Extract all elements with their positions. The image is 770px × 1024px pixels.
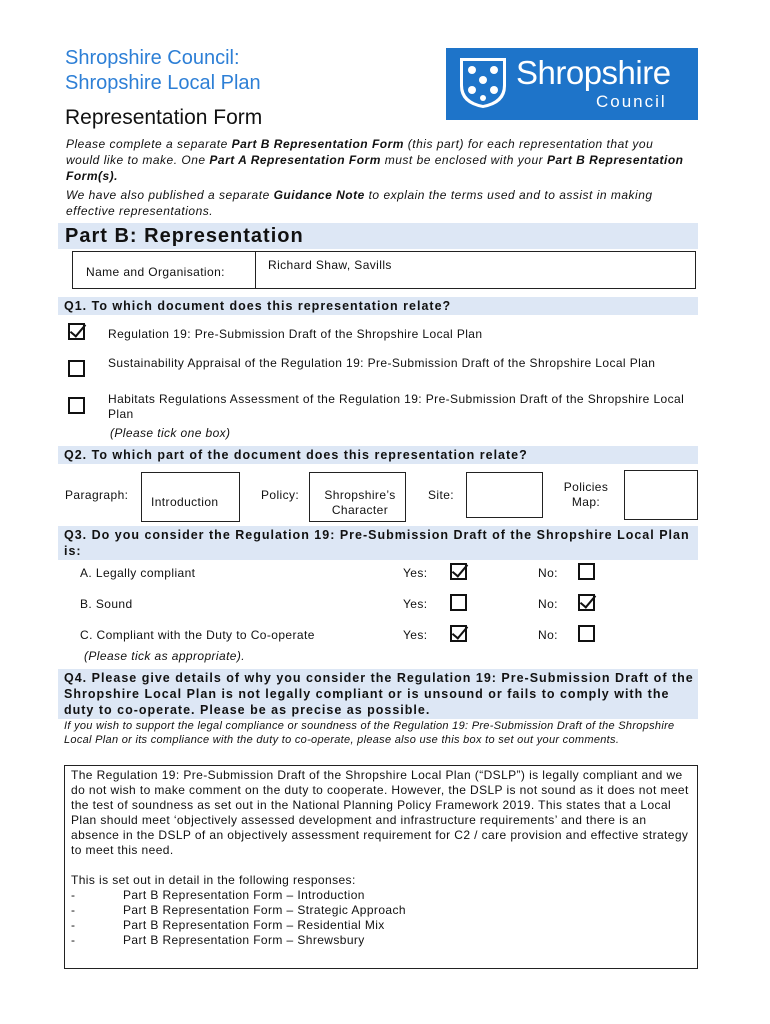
- name-label: Name and Organisation:: [86, 265, 225, 279]
- q3-row-a-yes-label: Yes:: [403, 566, 428, 580]
- answer-paragraph-2: This is set out in detail in the following responses:: [71, 873, 356, 887]
- shropshire-council-logo: [446, 48, 698, 120]
- q3-note: (Please tick as appropriate).: [84, 649, 246, 663]
- logo-word: Shropshire: [516, 54, 671, 91]
- intro-paragraph-1: Please complete a separate Part B Representation Form (this part) for each representation that you would like to make. One Part A Representation Form must be enclosed with your Part B Representation Form(s).: [66, 137, 684, 183]
- q1-option-3-checkbox[interactable]: [68, 397, 85, 414]
- q3-row-c-label: C. Compliant with the Duty to Co-operate: [80, 628, 315, 642]
- q3-row-b-label: B. Sound: [80, 597, 133, 611]
- q3-row-c-yes-label: Yes:: [403, 628, 428, 642]
- logo-subword: Council: [596, 92, 667, 111]
- q1-option-3-label: Habitats Regulations Assessment of the Regulation 19: Pre-Submission Draft of the Shropshire Local Plan: [108, 392, 685, 421]
- q3-row-b-yes-checkbox[interactable]: [450, 594, 467, 611]
- title-line-2: Shropshire Local Plan: [65, 72, 261, 94]
- policy-label: Policy:: [261, 488, 300, 502]
- shield-icon: [458, 56, 508, 110]
- q3-heading: Q3. Do you consider the Regulation 19: Pre-Submission Draft of the Shropshire Local Plan is:: [58, 526, 698, 560]
- paragraph-label: Paragraph:: [65, 488, 129, 502]
- q1-option-2-checkbox[interactable]: [68, 360, 85, 377]
- q1-option-2-label: Sustainability Appraisal of the Regulation 19: Pre-Submission Draft of the Shropshire Local Plan: [108, 356, 656, 370]
- site-field[interactable]: [466, 472, 543, 518]
- form-title: Representation Form: [65, 106, 263, 129]
- title-line-1: Shropshire Council:: [65, 47, 240, 69]
- policy-value: Shropshire’s Character: [324, 488, 396, 517]
- q2-heading: Q2. To which part of the document does this representation relate?: [58, 446, 698, 464]
- list-item: - Part B Representation Form – Shrewsbury: [71, 933, 365, 947]
- q4-answer-box[interactable]: [64, 765, 698, 969]
- policies-map-field[interactable]: [624, 470, 698, 520]
- q3-row-c-no-label: No:: [538, 628, 558, 642]
- q3-row-a-no-label: No:: [538, 566, 558, 580]
- q3-row-b-no-checkbox[interactable]: [578, 594, 595, 611]
- q3-row-a-no-checkbox[interactable]: [578, 563, 595, 580]
- q3-row-c-yes-checkbox[interactable]: [450, 625, 467, 642]
- name-value[interactable]: Richard Shaw, Savills: [268, 258, 392, 272]
- q3-row-b-no-label: No:: [538, 597, 558, 611]
- q3-row-c-no-checkbox[interactable]: [578, 625, 595, 642]
- q4-heading: Q4. Please give details of why you consider the Regulation 19: Pre-Submission Draft of the Shropshire Local Plan is not legally compliant or is unsound or fails to comply with the duty to co-operate. Please be as precise as possible.: [58, 669, 698, 719]
- q1-note: (Please tick one box): [110, 426, 231, 440]
- paragraph-value: Introduction: [151, 495, 219, 509]
- list-item: - Part B Representation Form – Introduction: [71, 888, 365, 902]
- q1-option-1-label: Regulation 19: Pre-Submission Draft of the Shropshire Local Plan: [108, 327, 483, 341]
- policies-map-label: Policies Map:: [563, 480, 609, 509]
- q3-row-b-yes-label: Yes:: [403, 597, 428, 611]
- answer-paragraph-1: The Regulation 19: Pre-Submission Draft of the Shropshire Local Plan (“DSLP”) is legally compliant and we do not wish to make comment on the duty to cooperate. However, the DSLP is not sound as it does not meet the test of soundness as set out in the National Planning Policy Framework 2019. This states that a Local Plan should meet ‘objectively assessed development and infrastructure requirements’ and there is an absence in the DSLP of an objectively assessment requirement for C2 / care provision and effective strategy to meet this need.: [71, 768, 689, 857]
- q1-option-1-checkbox[interactable]: [68, 323, 85, 340]
- site-label: Site:: [428, 488, 455, 502]
- intro-paragraph-2: We have also published a separate Guidance Note to explain the terms used and to assist in making effective representations.: [66, 188, 653, 218]
- q1-heading: Q1. To which document does this representation relate?: [58, 297, 698, 315]
- list-item: - Part B Representation Form – Residential Mix: [71, 918, 385, 932]
- q3-row-a-label: A. Legally compliant: [80, 566, 196, 580]
- q4-instruction: If you wish to support the legal compliance or soundness of the Regulation 19: Pre-Submission Draft of the Shropshire Local Plan or its compliance with the duty to co-operate, please also use this box to set out your comments.: [64, 720, 675, 746]
- part-b-heading: Part B: Representation: [58, 223, 698, 249]
- q3-row-a-yes-checkbox[interactable]: [450, 563, 467, 580]
- page-title: [65, 46, 261, 96]
- list-item: - Part B Representation Form – Strategic Approach: [71, 903, 406, 917]
